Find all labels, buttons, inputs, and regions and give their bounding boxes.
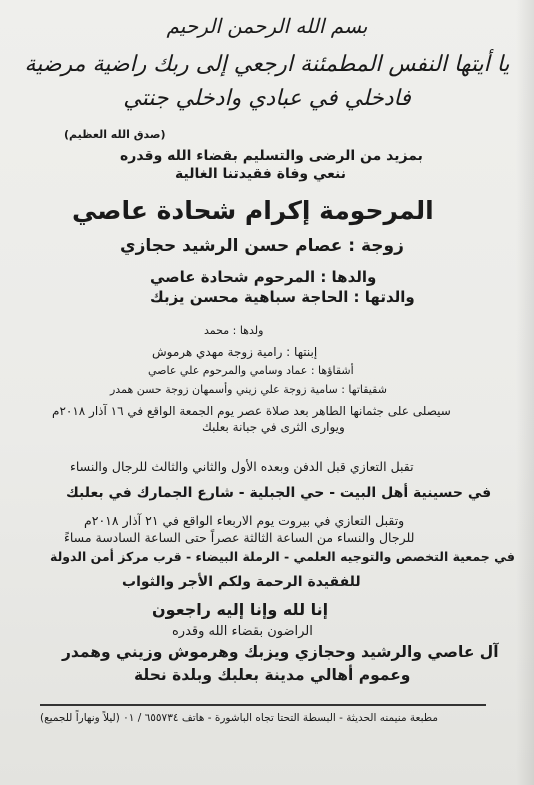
verse-attribution: (صدق الله العظيم) xyxy=(64,128,166,141)
sons-line: ولدها : محمد xyxy=(204,324,264,337)
footer-divider xyxy=(40,704,486,706)
beirut-condolences-line2: للرجال والنساء من الساعة الثالثة عصراً حتى الساعة السادسة مساءً xyxy=(64,530,415,545)
quran-verse-line2: فادخلي في عبادي وادخلي جنتي xyxy=(123,86,411,111)
families-line1: آل عاصي والرشيد وحجازي ويزبك وهرموش وزيني وهمدر xyxy=(62,643,499,661)
husband-line: زوجة : عصام حسن الرشيد حجازي xyxy=(120,236,404,256)
mother-line: والدتها : الحاجة سباهية محسن يزبك xyxy=(150,288,415,306)
beirut-condolences-line1: وتقبل التعازي في بيروت يوم الاربعاء الواقع في ٢١ آذار ٢٠١٨م xyxy=(84,513,405,528)
printer-credit: مطبعة منيمنه الحديثة - البسطة التحتا تجاه الباشورة - هاتف ٦٥٥٧٣٤ / ٠١ (ليلاً ونهاراً للجميع) xyxy=(40,712,439,724)
beirut-condolences-venue: في جمعية التخصص والتوجيه العلمي - الرملة البيضاء - قرب مركز أمن الدولة xyxy=(50,549,515,564)
families-line2: وعموم أهالي مدينة بعلبك وبلدة نحلة xyxy=(134,666,411,684)
basmala: بسم الله الرحمن الرحيم xyxy=(166,14,368,38)
page-shadow xyxy=(516,0,534,785)
brothers-line: أشقاؤها : عماد وسامي والمرحوم علي عاصي xyxy=(148,364,354,377)
daughter-line: إبنتها : رامية زوجة مهدي هرموش xyxy=(152,345,318,359)
condolences-venue: في حسينية أهل البيت - حي الجبلية - شارع الجمارك في بعلبك xyxy=(66,485,492,501)
sisters-line: شقيقاتها : سامية زوجة علي زيني وأسمهان زوجة حسن همدر xyxy=(110,383,387,396)
inna-lillah-line: إنا لله وإنا إليه راجعون xyxy=(152,600,329,619)
deceased-name: المرحومة إكرام شحادة عاصي xyxy=(72,196,434,225)
condolences-line1: تقبل التعازي قبل الدفن وبعده الأول والثاني والثالث للرجال والنساء xyxy=(70,459,414,474)
funeral-prayer-line1: سيصلى على جثمانها الطاهر بعد صلاة عصر يوم الجمعة الواقع في ١٦ آذار ٢٠١٨م xyxy=(52,404,451,418)
mercy-line: للفقيدة الرحمة ولكم الأجر والثواب xyxy=(122,574,361,590)
funeral-prayer-line2: ويوارى الثرى في جبانة بعلبك xyxy=(202,420,345,434)
father-line: والدها : المرحوم شحادة عاصي xyxy=(150,268,377,286)
intro-line2: ننعي وفاة فقيدتنا الغالية xyxy=(175,166,347,182)
intro-line1: بمزيد من الرضى والتسليم بقضاء الله وقدره xyxy=(120,148,423,164)
quran-verse-line1: يا أيتها النفس المطمئنة ارجعي إلى ربك راضية مرضية xyxy=(24,52,510,77)
content-line: الراضون بقضاء الله وقدره xyxy=(172,624,313,639)
